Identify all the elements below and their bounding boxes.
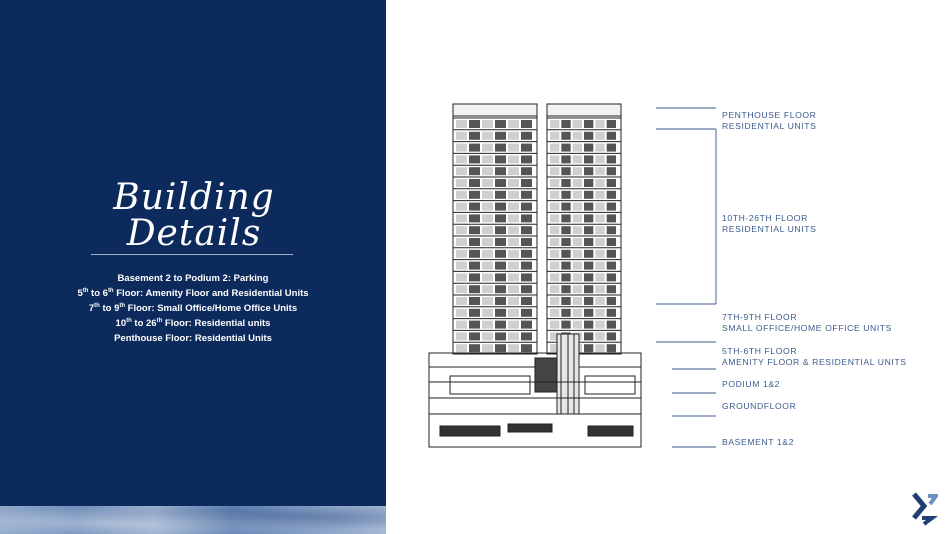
- label-residential: 10TH-26TH FLOOR RESIDENTIAL UNITS: [722, 213, 817, 234]
- detail-line: 7th to 9th Floor: Small Office/Home Office Units: [88, 302, 298, 314]
- detail-line: 5th to 6th Floor: Amenity Floor and Residential Units: [77, 287, 309, 299]
- label-amenity: 5TH-6TH FLOOR AMENITY FLOOR & RESIDENTIAL UNITS: [722, 346, 907, 367]
- left-panel: [0, 0, 386, 534]
- floor-leader-lines: [656, 108, 716, 447]
- building-elevation-drawing: [420, 96, 920, 456]
- title-divider: [91, 254, 293, 255]
- label-soho: 7TH-9TH FLOOR SMALL OFFICE/HOME OFFICE UNITS: [722, 312, 892, 333]
- label-penthouse: PENTHOUSE FLOOR RESIDENTIAL UNITS: [722, 110, 817, 131]
- page-title: Building Details: [113, 177, 275, 254]
- detail-line: Basement 2 to Podium 2: Parking: [117, 273, 269, 284]
- towers: [453, 104, 621, 354]
- watercolor-overlay: [0, 506, 386, 534]
- label-basement: BASEMENT 1&2: [722, 437, 794, 447]
- building-details-list: [40, 271, 346, 346]
- label-groundfloor: GROUNDFLOOR: [722, 401, 797, 411]
- detail-line: 10th to 26th Floor: Residential units: [115, 317, 271, 329]
- brand-logo-icon: [910, 492, 938, 526]
- detail-line: Penthouse Floor: Residential Units: [114, 333, 272, 344]
- label-podium: PODIUM 1&2: [722, 379, 781, 389]
